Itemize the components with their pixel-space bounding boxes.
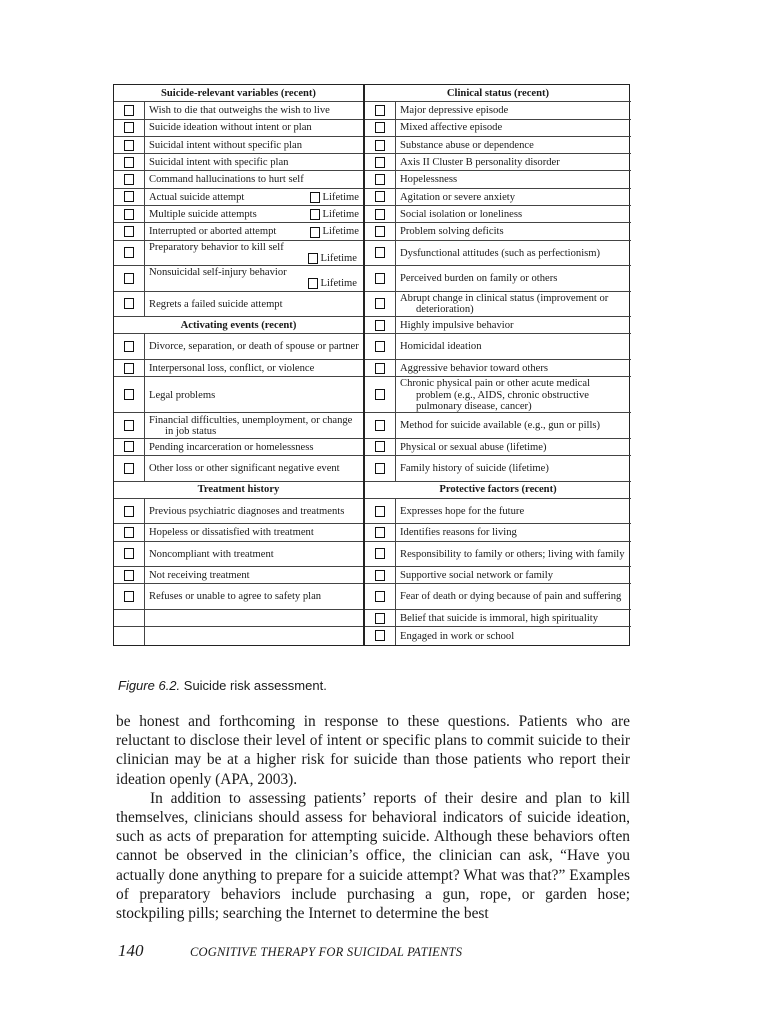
section-header: Activating events (recent)	[180, 320, 297, 332]
checklist-item-text: Divorce, separation, or death of spouse or partner	[149, 341, 359, 353]
lifetime-option[interactable]	[308, 253, 357, 265]
checklist-item-label	[145, 439, 363, 455]
checklist-item-label	[145, 206, 363, 222]
checkbox[interactable]	[375, 226, 385, 237]
figure-caption	[118, 678, 327, 693]
checklist-row	[365, 102, 631, 119]
checklist-item-label	[396, 499, 631, 524]
checkbox[interactable]	[124, 441, 134, 452]
lifetime-label: Lifetime	[322, 226, 359, 238]
checklist-row	[114, 499, 363, 525]
checklist-row	[365, 439, 631, 456]
checklist-row	[114, 567, 363, 584]
checklist-item-label	[145, 266, 363, 291]
checklist-row	[365, 292, 631, 318]
running-head: COGNITIVE THERAPY FOR SUICIDAL PATIENTS	[190, 945, 463, 959]
checkbox-cell	[365, 456, 396, 481]
checkbox-cell	[365, 317, 396, 333]
checklist-item-text: Command hallucinations to hurt self	[149, 174, 304, 186]
checklist-item-label	[145, 189, 363, 205]
checkbox-cell	[114, 610, 145, 626]
checkbox[interactable]	[375, 463, 385, 474]
checklist-item-label	[396, 154, 631, 170]
checklist-row	[114, 266, 363, 292]
checklist-item-label	[145, 137, 363, 153]
checkbox[interactable]	[375, 363, 385, 374]
checklist-item-label	[396, 360, 631, 376]
checkbox[interactable]	[375, 105, 385, 116]
checklist-item-label	[145, 456, 363, 481]
checklist-row	[114, 439, 363, 456]
checkbox-cell	[114, 292, 145, 317]
checklist-item-text: Axis II Cluster B personality disorder	[400, 157, 560, 169]
checkbox[interactable]	[375, 613, 385, 624]
checklist-item-label	[396, 567, 631, 583]
checkbox-cell	[365, 120, 396, 136]
checklist-row	[114, 377, 363, 413]
checklist-item-text: Belief that suicide is immoral, high spirituality	[400, 612, 599, 624]
checklist-item-label	[396, 413, 631, 438]
checklist-row	[114, 413, 363, 439]
checkbox[interactable]	[375, 341, 385, 352]
checkbox[interactable]	[124, 191, 134, 202]
checklist-row	[114, 171, 363, 188]
checklist-item-label	[145, 610, 363, 626]
checklist-row	[365, 610, 631, 627]
checkbox-cell	[114, 334, 145, 359]
checklist-item-text: Wish to die that outweighs the wish to live	[149, 105, 330, 117]
checklist-item-text: Agitation or severe anxiety	[400, 191, 516, 203]
checkbox-cell	[365, 499, 396, 524]
checklist-item-label	[396, 317, 631, 333]
checkbox[interactable]	[124, 570, 134, 581]
checklist-item-label	[145, 334, 363, 359]
section-header: Suicide-relevant variables (recent)	[161, 87, 316, 99]
checklist-item-text: Interrupted or aborted attempt	[149, 226, 277, 238]
checklist-row	[114, 456, 363, 482]
checkbox[interactable]	[124, 247, 134, 258]
checklist-item-text: Pending incarceration or homelessness	[149, 441, 314, 453]
checkbox[interactable]	[124, 506, 134, 517]
checkbox[interactable]	[124, 105, 134, 116]
checklist-item-label	[396, 206, 631, 222]
checkbox-cell	[114, 189, 145, 205]
checklist-row	[365, 542, 631, 568]
checklist-item-label	[145, 499, 363, 524]
checklist-item-text: Not receiving treatment	[149, 570, 250, 582]
checkbox-cell	[114, 524, 145, 540]
checkbox-cell	[365, 171, 396, 187]
checkbox-cell	[114, 206, 145, 222]
section-header-row	[114, 482, 363, 499]
checkbox[interactable]	[375, 273, 385, 284]
checklist-row	[114, 137, 363, 154]
checklist-row	[114, 542, 363, 568]
checklist-row	[365, 499, 631, 525]
checklist-item-label	[396, 377, 631, 412]
checklist-row	[365, 171, 631, 188]
checkbox-cell	[365, 567, 396, 583]
checklist-item-text: Social isolation or loneliness	[400, 208, 523, 220]
checklist-item-text: Mixed affective episode	[400, 122, 503, 134]
checkbox-cell	[114, 223, 145, 239]
lifetime-label: Lifetime	[322, 208, 359, 220]
lifetime-option[interactable]	[310, 192, 359, 204]
checklist-row	[114, 241, 363, 267]
figure-caption-text: Suicide risk assessment.	[180, 678, 327, 693]
checklist-item-text: Responsibility to family or others; living with family	[400, 548, 625, 560]
checklist-item-label	[396, 524, 631, 540]
checklist-row	[365, 360, 631, 377]
checklist-item-text: Method for suicide available (e.g., gun or pills)	[400, 420, 601, 432]
checkbox-cell	[114, 439, 145, 455]
checklist-item-label	[145, 241, 363, 266]
checkbox-cell	[114, 377, 145, 412]
section-header: Treatment history	[197, 484, 280, 496]
checklist-item-text: Hopelessness	[400, 174, 458, 186]
checklist-item-label	[145, 584, 363, 609]
checkbox[interactable]	[124, 363, 134, 374]
checklist-item-label	[145, 154, 363, 170]
checkbox[interactable]	[124, 463, 134, 474]
checkbox[interactable]	[124, 122, 134, 133]
checklist-item-text: Other loss or other significant negative event	[149, 463, 340, 475]
checklist-item-label	[145, 102, 363, 118]
checklist-row	[114, 524, 363, 541]
checklist-item-text: Aggressive behavior toward others	[400, 362, 548, 374]
page-footer	[118, 941, 638, 961]
checklist-row	[114, 292, 363, 318]
checkbox[interactable]	[375, 591, 385, 602]
checklist-item-text: Highly impulsive behavior	[400, 320, 514, 332]
checklist-row	[114, 120, 363, 137]
checklist-item-text: Regrets a failed suicide attempt	[149, 298, 283, 310]
checkbox-cell	[365, 189, 396, 205]
checklist-row	[114, 154, 363, 171]
checklist-item-text: Hopeless or dissatisfied with treatment	[149, 527, 314, 539]
checkbox-cell	[365, 524, 396, 540]
checkbox[interactable]	[375, 527, 385, 538]
checkbox-cell	[114, 137, 145, 153]
lifetime-checkbox[interactable]	[310, 227, 320, 238]
checkbox-cell	[114, 456, 145, 481]
checklist-row	[365, 567, 631, 584]
checklist-row	[365, 120, 631, 137]
checkbox-cell	[365, 241, 396, 266]
checklist-row	[114, 584, 363, 610]
checklist-item-text: Supportive social network or family	[400, 570, 553, 582]
checklist-row	[365, 206, 631, 223]
page-number: 140	[118, 941, 144, 960]
checkbox[interactable]	[375, 298, 385, 309]
checkbox[interactable]	[375, 506, 385, 517]
checklist-item-label	[396, 439, 631, 455]
body-text	[116, 712, 630, 923]
checklist-item-text: Problem solving deficits	[400, 226, 504, 238]
checklist-row	[114, 360, 363, 377]
checkbox[interactable]	[124, 420, 134, 431]
checkbox-cell	[114, 102, 145, 118]
checklist-item-text: Abrupt change in clinical status (improvement or deterioration)	[400, 292, 609, 316]
checklist-row	[365, 223, 631, 240]
form-right-column	[365, 85, 631, 645]
checkbox[interactable]	[375, 570, 385, 581]
checklist-item-text: Dysfunctional attitudes (such as perfectionism)	[400, 247, 601, 259]
checklist-item-text: Fear of death or dying because of pain and suffering	[400, 591, 622, 603]
checkbox-cell	[114, 241, 145, 266]
section-header: Clinical status (recent)	[446, 87, 550, 99]
checkbox[interactable]	[124, 273, 134, 284]
checklist-row	[365, 377, 631, 413]
section-header-row	[114, 85, 363, 102]
checkbox-cell	[365, 610, 396, 626]
checkbox[interactable]	[375, 247, 385, 258]
checkbox-cell	[365, 627, 396, 644]
checklist-row	[365, 584, 631, 610]
checklist-row	[114, 610, 363, 627]
checkbox[interactable]	[124, 389, 134, 400]
checkbox[interactable]	[124, 591, 134, 602]
checkbox[interactable]	[375, 548, 385, 559]
section-header-row	[365, 85, 631, 102]
checklist-item-label	[145, 120, 363, 136]
checklist-row	[365, 413, 631, 439]
checkbox[interactable]	[124, 174, 134, 185]
checkbox-cell	[365, 292, 396, 317]
lifetime-label: Lifetime	[320, 252, 357, 264]
checklist-row	[114, 189, 363, 206]
checklist-item-text: Previous psychiatric diagnoses and treatments	[149, 505, 345, 517]
checkbox[interactable]	[124, 209, 134, 220]
checklist-item-text: Suicide ideation without intent or plan	[149, 122, 312, 134]
checklist-row	[114, 334, 363, 360]
checklist-item-label	[396, 223, 631, 239]
checkbox-cell	[114, 154, 145, 170]
checklist-item-label	[396, 266, 631, 291]
checklist-item-label	[396, 189, 631, 205]
checklist-item-text: Chronic physical pain or other acute medical problem (e.g., AIDS, chronic obstructive pulmonary disease, cancer)	[400, 378, 591, 413]
checklist-item-label	[396, 120, 631, 136]
checkbox[interactable]	[375, 140, 385, 151]
checkbox[interactable]	[375, 174, 385, 185]
checkbox-cell	[114, 360, 145, 376]
checklist-item-text: Multiple suicide attempts	[149, 208, 257, 220]
body-paragraph: be honest and forthcoming in response to these questions. Patients who are reluctant to disclose their level of intent or specific plans to commit suicide to their clinician may be at a higher risk for suicide than those patients who report their ideation openly (APA, 2003).	[116, 713, 630, 788]
checklist-item-label	[396, 137, 631, 153]
checkbox[interactable]	[375, 420, 385, 431]
checklist-row	[365, 524, 631, 541]
checklist-row	[365, 266, 631, 292]
checklist-item-text: Refuses or unable to agree to safety plan	[149, 591, 322, 603]
checklist-item-text: Legal problems	[149, 389, 216, 401]
lifetime-checkbox[interactable]	[310, 192, 320, 203]
checkbox-cell	[114, 567, 145, 583]
checkbox-cell	[365, 137, 396, 153]
checklist-item-label	[396, 627, 631, 644]
checkbox[interactable]	[124, 298, 134, 309]
checklist-item-label	[145, 377, 363, 412]
suicide-risk-assessment-form	[113, 84, 630, 646]
checklist-item-label	[145, 171, 363, 187]
checklist-row	[114, 206, 363, 223]
checklist-item-label	[145, 542, 363, 567]
checklist-item-text: Family history of suicide (lifetime)	[400, 463, 549, 475]
section-header: Protective factors (recent)	[439, 484, 557, 496]
checkbox-cell	[365, 206, 396, 222]
checklist-item-text: Physical or sexual abuse (lifetime)	[400, 441, 547, 453]
checklist-item-text: Perceived burden on family or others	[400, 273, 558, 285]
checklist-row	[114, 102, 363, 119]
checkbox-cell	[365, 223, 396, 239]
checklist-item-label	[145, 627, 363, 644]
checkbox-cell	[365, 439, 396, 455]
checklist-item-text: Substance abuse or dependence	[400, 139, 534, 151]
checklist-item-label	[396, 542, 631, 567]
checklist-row	[365, 456, 631, 482]
checklist-row	[365, 317, 631, 334]
checklist-row	[365, 137, 631, 154]
checklist-item-text: Major depressive episode	[400, 105, 509, 117]
lifetime-label: Lifetime	[320, 278, 357, 290]
checklist-item-text: Engaged in work or school	[400, 630, 515, 642]
checkbox-cell	[365, 102, 396, 118]
checklist-item-label	[145, 567, 363, 583]
lifetime-option[interactable]	[308, 278, 357, 290]
form-left-column	[114, 85, 365, 645]
checklist-row	[114, 627, 363, 644]
checkbox[interactable]	[124, 157, 134, 168]
checklist-item-label	[396, 584, 631, 609]
checklist-item-text: Suicidal intent with specific plan	[149, 157, 289, 169]
checkbox[interactable]	[375, 122, 385, 133]
checkbox-cell	[114, 413, 145, 438]
checklist-item-text: Noncompliant with treatment	[149, 548, 274, 560]
checkbox-cell	[365, 334, 396, 359]
checkbox-cell	[365, 266, 396, 291]
lifetime-checkbox[interactable]	[308, 278, 318, 289]
lifetime-checkbox[interactable]	[310, 209, 320, 220]
checkbox-cell	[365, 584, 396, 609]
checklist-row	[365, 627, 631, 644]
checklist-item-label	[396, 241, 631, 266]
checkbox[interactable]	[375, 320, 385, 331]
checklist-row	[365, 154, 631, 171]
checkbox-cell	[114, 120, 145, 136]
checkbox-cell	[365, 154, 396, 170]
checklist-item-label	[145, 524, 363, 540]
checkbox-cell	[114, 542, 145, 567]
checkbox[interactable]	[124, 341, 134, 352]
checklist-item-label	[145, 413, 363, 438]
checkbox[interactable]	[375, 209, 385, 220]
checkbox-cell	[365, 413, 396, 438]
checklist-item-label	[145, 360, 363, 376]
checklist-item-text: Preparatory behavior to kill self	[149, 241, 284, 253]
lifetime-checkbox[interactable]	[308, 253, 318, 264]
checkbox[interactable]	[375, 157, 385, 168]
checklist-item-label	[396, 610, 631, 626]
checklist-item-label	[396, 171, 631, 187]
checklist-item-label	[396, 456, 631, 481]
checkbox-cell	[114, 266, 145, 291]
checkbox-cell	[365, 542, 396, 567]
checklist-item-text: Expresses hope for the future	[400, 505, 525, 517]
checklist-item-label	[396, 292, 631, 317]
lifetime-option[interactable]	[310, 226, 359, 238]
checkbox-cell	[365, 360, 396, 376]
checklist-item-text: Actual suicide attempt	[149, 191, 245, 203]
checkbox-cell	[114, 499, 145, 524]
checklist-item-text: Nonsuicidal self-injury behavior	[149, 267, 287, 279]
checklist-row	[365, 241, 631, 267]
checklist-item-text: Interpersonal loss, conflict, or violence	[149, 362, 315, 374]
checklist-row	[114, 223, 363, 240]
checkbox-cell	[114, 627, 145, 644]
checkbox[interactable]	[375, 191, 385, 202]
checkbox[interactable]	[124, 527, 134, 538]
section-header-row	[114, 317, 363, 334]
checklist-item-label	[396, 334, 631, 359]
section-header-row	[365, 482, 631, 499]
checkbox-cell	[365, 377, 396, 412]
checklist-item-label	[145, 223, 363, 239]
checklist-row	[365, 334, 631, 360]
checklist-item-text: Suicidal intent without specific plan	[149, 139, 302, 151]
checkbox[interactable]	[375, 441, 385, 452]
checklist-item-text: Financial difficulties, unemployment, or change in job status	[149, 414, 353, 438]
lifetime-option[interactable]	[310, 209, 359, 221]
checklist-item-text: Identifies reasons for living	[400, 527, 517, 539]
checkbox[interactable]	[124, 226, 134, 237]
checkbox-cell	[114, 584, 145, 609]
body-paragraph: In addition to assessing patients’ reports of their desire and plan to kill themselves, clinicians should assess for behavioral indicators of suicide ideation, such as acts of preparation for attempting suicide. Although these behaviors often cannot be observed in the clinician’s office, the clinician can ask, “Have you actually done anything to prepare for a suicide attempt? What was that?” Examples of preparatory behaviors include purchasing a gun, rope, or garden hose; stockpiling pills; searching the Internet to determine the best	[116, 789, 630, 923]
checkbox[interactable]	[124, 140, 134, 151]
checklist-item-label	[145, 292, 363, 317]
checklist-row	[365, 189, 631, 206]
figure-label: Figure 6.2.	[118, 678, 181, 693]
lifetime-label: Lifetime	[322, 191, 359, 203]
checklist-item-label	[396, 102, 631, 118]
checkbox[interactable]	[375, 389, 385, 400]
checkbox[interactable]	[375, 630, 385, 641]
checkbox-cell	[114, 171, 145, 187]
checkbox[interactable]	[124, 548, 134, 559]
checklist-item-text: Homicidal ideation	[400, 341, 482, 353]
